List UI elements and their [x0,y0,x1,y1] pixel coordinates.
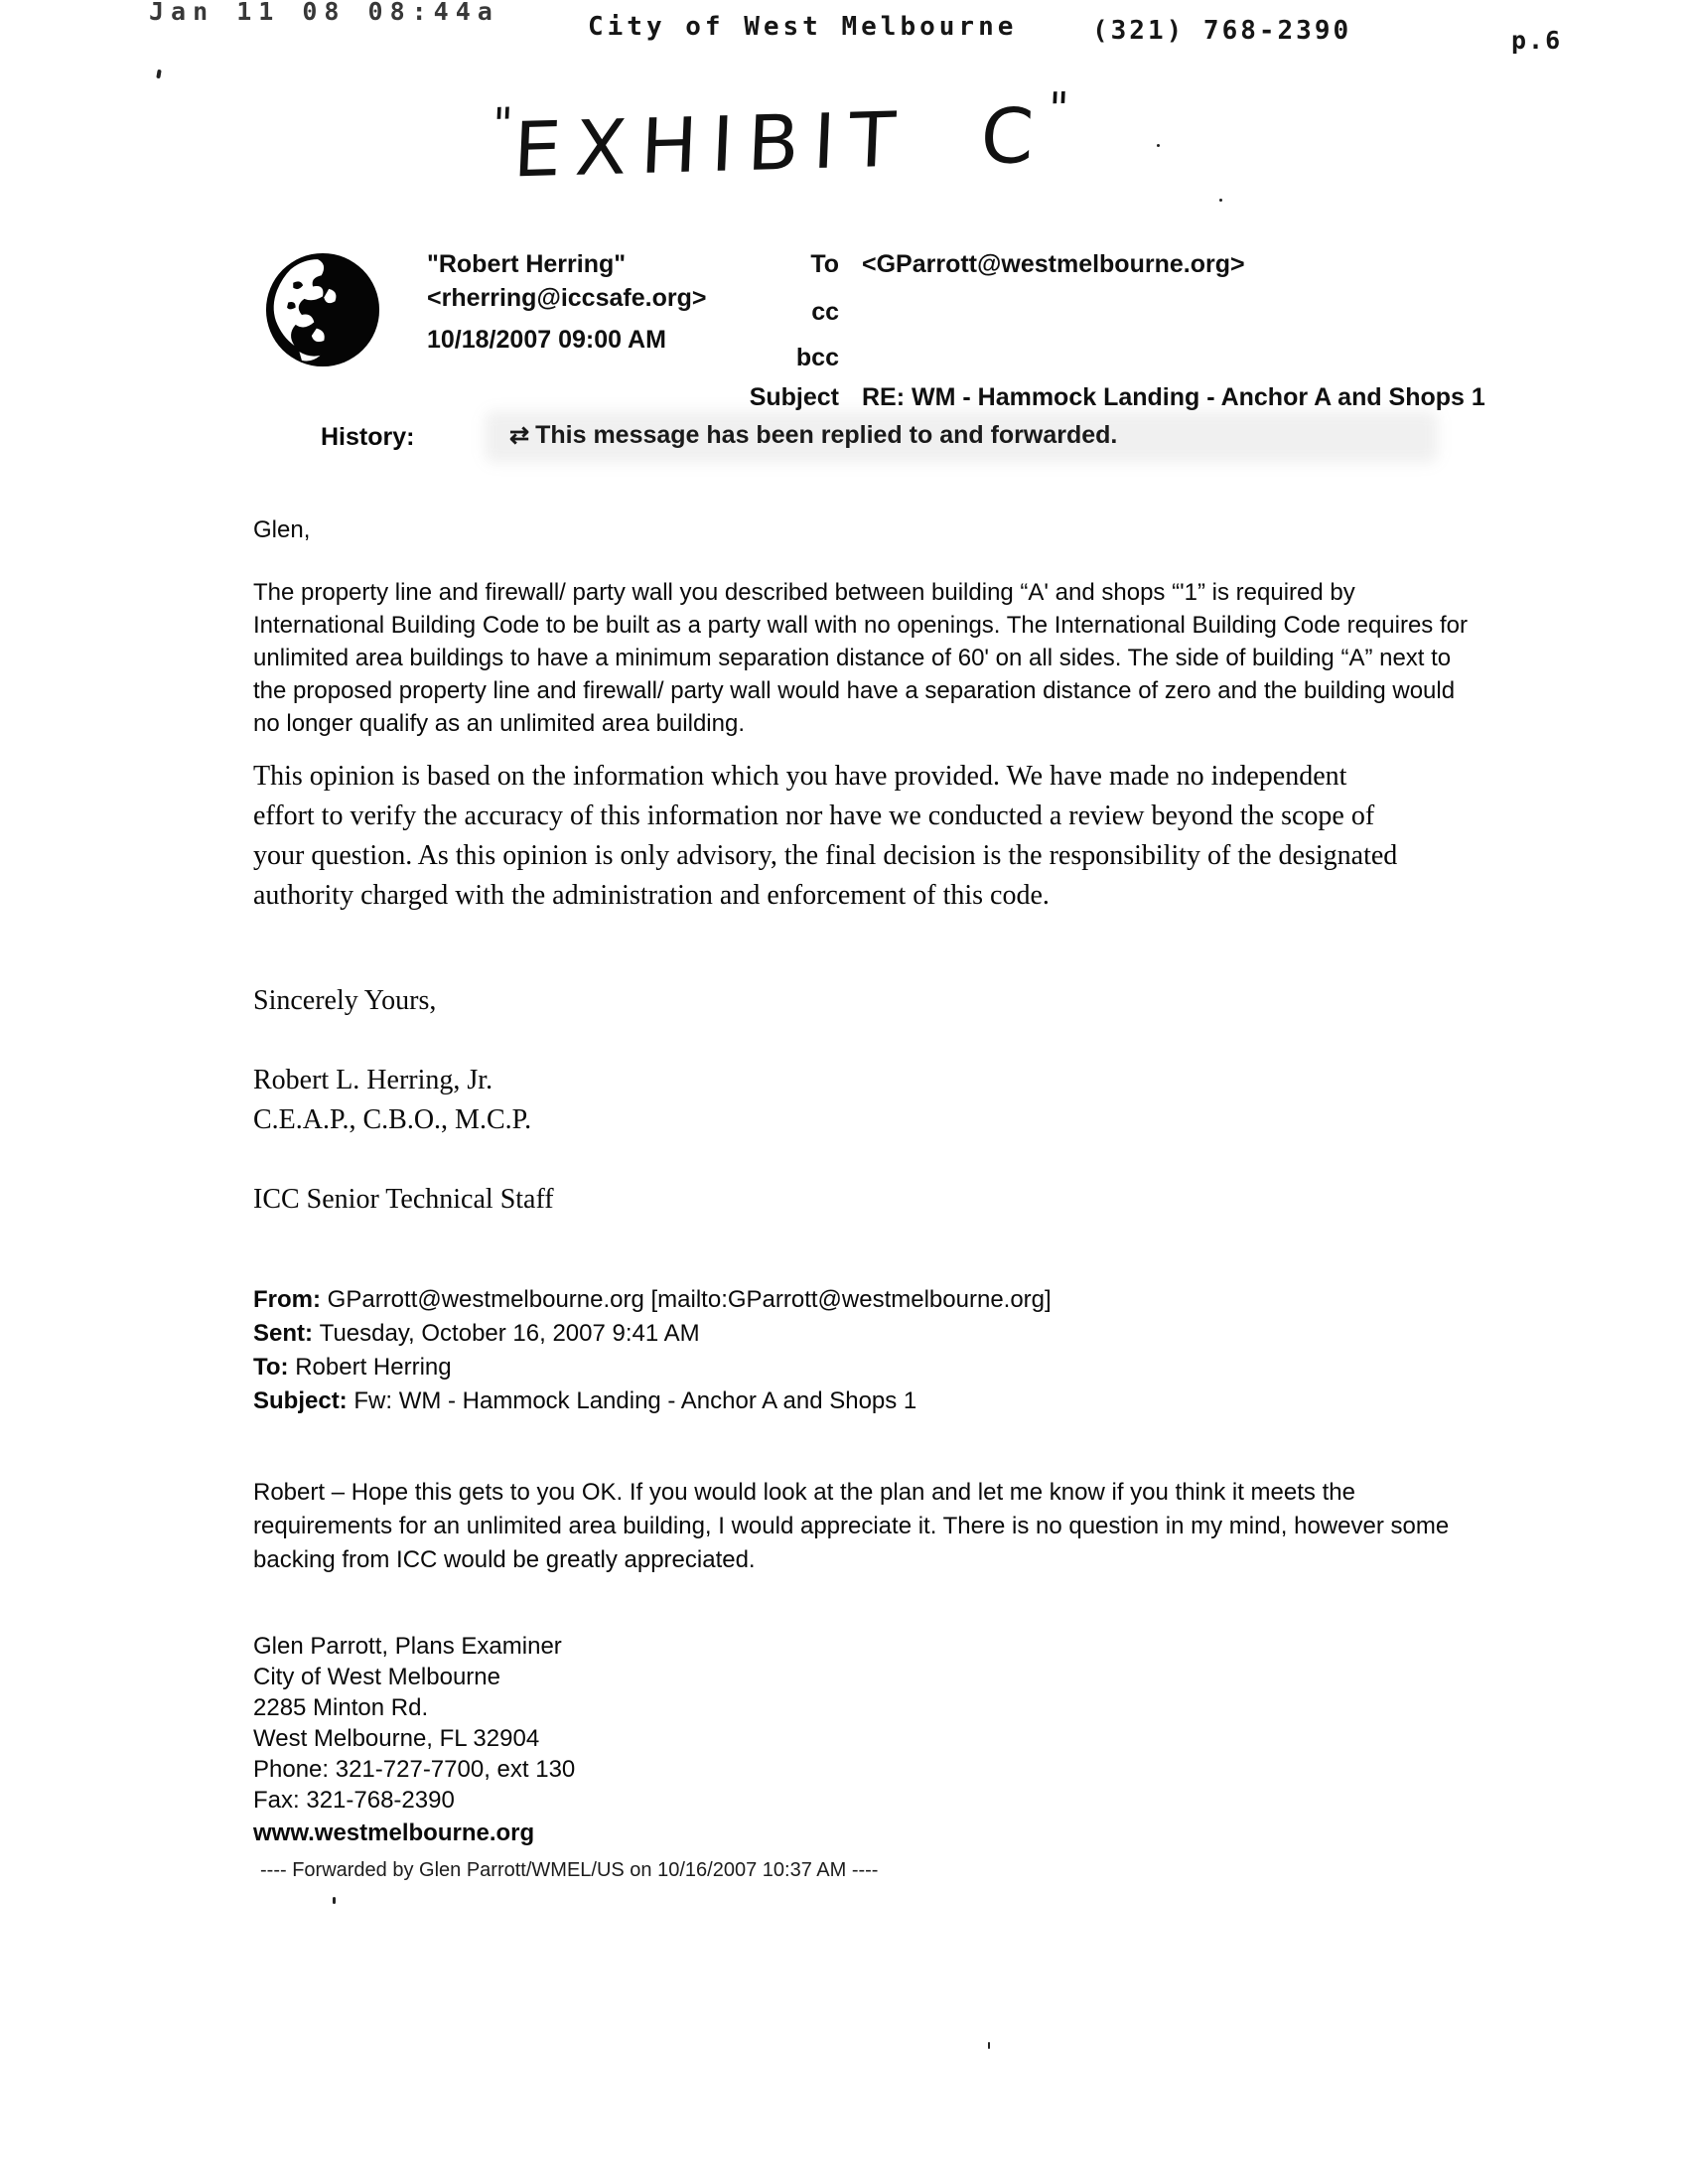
greeting: Glen, [253,516,311,543]
exhibit-label [490,83,1071,195]
quoted-sent-label: Sent: [253,1320,313,1347]
quoted-to-value: Robert Herring [295,1354,452,1381]
to-value: <GParrott@westmelbourne.org> [862,250,1245,278]
exhibit-open-quote: " [491,98,516,151]
cc-label: cc [811,298,839,326]
website-link: www.westmelbourne.org [253,1820,535,1846]
quoted-subject-label: Subject: [253,1387,348,1414]
quoted-message: Robert – Hope this gets to you OK. If you would look at the plan and let me know if you think it meets the requirements for an unlimited area building, I would appreciate it. There is no question in my mind, however some backing from ICC would be greatly appreciated. [253,1479,1450,1573]
signature-title: ICC Senior Technical Staff [253,1184,554,1215]
signature-line: City of West Melbourne [253,1664,500,1690]
sent-datetime: 10/18/2007 09:00 AM [427,326,666,354]
fax-page-number: p.6 [1511,26,1563,55]
quoted-sent-line [253,1317,700,1351]
globe-icon [261,248,384,371]
quoted-to-label: To: [253,1354,289,1381]
to-label: To [810,250,839,278]
quoted-sent-value: Tuesday, October 16, 2007 9:41 AM [319,1320,700,1347]
closing: Sincerely Yours, [253,985,437,1016]
scan-speck [1157,144,1160,147]
body-paragraph-1: The property line and firewall/ party wall you described between building “A' and shops “'1” is required by International Building Code to be built as a party wall with no openings. The International Building Code requires for unlimited area buildings to have a minimum separation distance of 60' on all sides. The side of building “A” next to the proposed property line and firewall/ party wall would have a separation distance of zero and the building would no longer qualify as an unlimited area building. [253,579,1468,737]
signature-line: Phone: 321-727-7700, ext 130 [253,1756,576,1783]
signature-line: Glen Parrott, Plans Examiner [253,1633,562,1660]
signature-line: 2285 Minton Rd. [253,1694,429,1721]
exhibit-close-quote: " [1047,82,1072,135]
signature-line: Fax: 321-768-2390 [253,1787,455,1814]
bcc-label: bcc [795,344,839,371]
history-text: This message has been replied to and forwarded. [535,421,1118,449]
scan-speck [1219,199,1222,202]
fax-timestamp: Jan 11 08 08:44a [149,0,499,26]
sender-email: <rherring@iccsafe.org> [427,284,707,312]
history-label: History: [321,423,415,451]
scan-speck [156,70,162,79]
quoted-from-label: From: [253,1286,321,1313]
quoted-from-value: GParrott@westmelbourne.org [mailto:GParrott@westmelbourne.org] [327,1286,1052,1313]
exhibit-text: EXHIBIT C [511,90,1050,195]
subject-value: RE: WM - Hammock Landing - Anchor A and Shops 1 [862,383,1485,411]
signature-credentials: C.E.A.P., C.B.O., M.C.P. [253,1104,532,1135]
quoted-subject-value: Fw: WM - Hammock Landing - Anchor A and Shops 1 [353,1387,917,1414]
signature-line: West Melbourne, FL 32904 [253,1725,540,1752]
body-paragraph-2: This opinion is based on the information which you have provided. We have made no independent effort to verify the accuracy of this information nor have we conducted a review beyond the scope of your question. As this opinion is only advisory, the final decision is the responsibility of the designated authority charged with the administration and enforcement of this code. [253,761,1398,911]
fax-sender-name: City of West Melbourne [588,12,1018,42]
scan-speck [333,1897,336,1904]
quoted-signature-block [253,1631,575,1816]
quoted-subject-line [253,1384,916,1418]
signature-name: Robert L. Herring, Jr. [253,1065,493,1095]
subject-label: Subject [749,383,839,411]
quoted-to-line [253,1351,452,1384]
quoted-from-line [253,1283,1052,1317]
scan-speck [988,2042,990,2049]
history-status [509,421,1117,450]
sender-name: "Robert Herring" [427,250,627,278]
replied-forwarded-icon: ⇄ [509,422,528,449]
forwarded-separator: ---- Forwarded by Glen Parrott/WMEL/US on 10/16/2007 10:37 AM ---- [260,1859,879,1881]
fax-number: (321) 768-2390 [1092,16,1352,46]
